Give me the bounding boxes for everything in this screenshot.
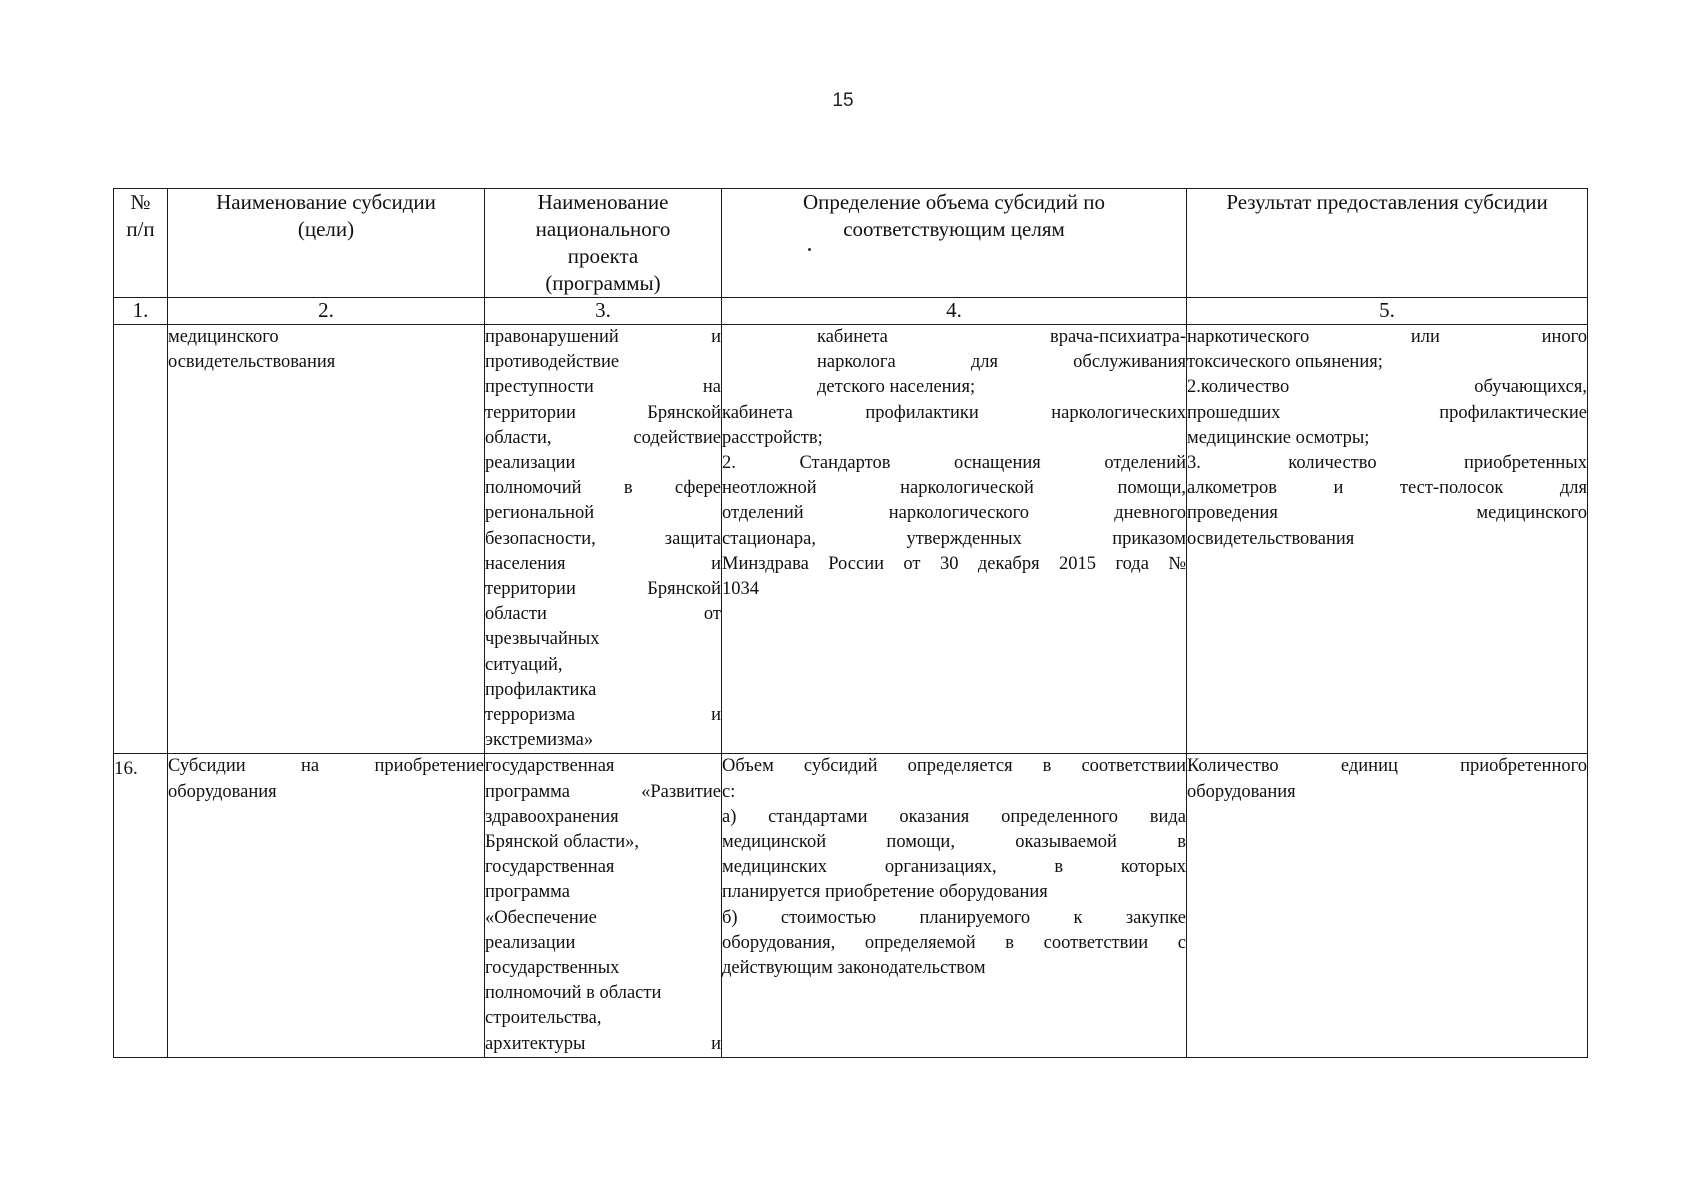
volume-cell <box>722 754 1187 1057</box>
text-line: реализации <box>485 453 576 474</box>
column-number: 3. <box>485 298 722 325</box>
text-line: детского населения; <box>817 377 976 398</box>
table-row <box>114 325 1588 754</box>
text-line: прошедших профилактические <box>1187 402 1587 423</box>
column-number: 4. <box>722 298 1187 325</box>
header-line: Определение объема субсидий по <box>802 190 1106 214</box>
result-cell <box>1187 754 1588 1057</box>
text-line: ситуаций, <box>485 654 563 675</box>
column-number: 2. <box>168 298 485 325</box>
header-line: Наименование субсидии <box>216 190 436 214</box>
column-number-row <box>114 298 1588 325</box>
header-result <box>1187 189 1588 298</box>
text-line: безопасности, защита <box>485 528 721 549</box>
table-row <box>114 754 1588 1057</box>
text-line: медицинской помощи, оказываемой в <box>722 832 1186 853</box>
text-line: терроризма и <box>485 705 721 726</box>
text-line: полномочий в области <box>485 983 662 1004</box>
column-number: 1. <box>114 298 168 325</box>
text-line: алкометров и тест-полосок для <box>1187 478 1587 499</box>
header-line: Наименование <box>537 190 669 214</box>
text-line: региональной <box>485 503 595 524</box>
header-line: (цели) <box>297 217 355 241</box>
text-line: профилактика <box>485 679 597 700</box>
text-line: нарколога для обслуживания <box>817 352 1186 373</box>
text-line: стационара, утвержденных приказом <box>722 528 1186 549</box>
text-line: 2.количество обучающихся, <box>1187 377 1587 398</box>
text-line: области, содействие <box>485 427 721 448</box>
row-number <box>114 325 168 754</box>
text-line: государственных <box>485 958 620 979</box>
text-line: токсического опьянения; <box>1187 352 1383 373</box>
header-subsidy-name <box>168 189 485 298</box>
text-line: Объем субсидий определяется в соответствии <box>722 756 1186 777</box>
text-line: Субсидии на приобретение <box>168 756 484 777</box>
text-line: преступности на <box>485 377 721 398</box>
text-line: экстремизма» <box>485 730 594 751</box>
text-line: медицинские осмотры; <box>1187 427 1370 448</box>
text-line: планируется приобретение оборудования <box>722 882 1048 903</box>
text-line: 3. количество приобретенных <box>1187 453 1587 474</box>
text-line: Брянской области», <box>485 832 640 853</box>
text-line: оборудования <box>168 781 277 802</box>
text-line: медицинского <box>168 327 279 347</box>
text-line: полномочий в сфере <box>485 478 721 499</box>
text-line: программа «Развитие <box>485 781 721 802</box>
text-line: государственная <box>485 756 615 777</box>
text-line: населения и <box>485 553 721 574</box>
text-line: «Обеспечение <box>485 907 597 928</box>
page-number: 15 <box>832 90 854 111</box>
subsidy-table <box>113 188 1588 1058</box>
subsidy-name-cell <box>168 754 485 1057</box>
text-line: реализации <box>485 932 576 953</box>
text-line: неотложной наркологической помощи, <box>722 478 1186 499</box>
text-line: программа <box>485 882 570 903</box>
text-line: наркотического или иного <box>1187 327 1587 347</box>
result-cell <box>1187 325 1588 754</box>
text-line: противодействие <box>485 352 620 373</box>
project-cell <box>485 325 722 754</box>
text-line: государственная <box>485 857 615 878</box>
text-line: оборудования <box>1187 781 1296 802</box>
header-line: Результат предоставления субсидии <box>1226 190 1548 214</box>
header-num <box>114 189 168 298</box>
header-line: соответствующим целям <box>843 217 1065 241</box>
volume-cell <box>722 325 1187 754</box>
text-line: территории Брянской <box>485 579 721 600</box>
header-line: (программы) <box>545 271 661 295</box>
text-line: освидетельствования <box>1187 528 1355 549</box>
subsidy-name-cell <box>168 325 485 754</box>
text-line: б) стоимостью планируемого к закупке <box>722 907 1186 928</box>
header-volume <box>722 189 1187 298</box>
header-line: № <box>130 190 151 214</box>
text-line: области от <box>485 604 721 625</box>
header-line: п/п <box>126 217 155 241</box>
text-line: а) стандартами оказания определенного вида <box>722 806 1186 827</box>
text-line: здравоохранения <box>485 806 619 827</box>
text-line: медицинских организациях, в которых <box>722 857 1186 878</box>
text-line: проведения медицинского <box>1187 503 1587 524</box>
header-line: национального <box>535 217 671 241</box>
project-cell <box>485 754 722 1057</box>
text-line: Количество единиц приобретенного <box>1187 756 1587 777</box>
text-line: действующим законодательством <box>722 958 986 979</box>
text-line: чрезвычайных <box>485 629 600 650</box>
header-row <box>114 189 1588 298</box>
text-line: 2. Стандартов оснащения отделений <box>722 453 1186 474</box>
text-line: оборудования, определяемой в соответствии с <box>722 932 1186 953</box>
text-line: кабинета профилактики наркологических <box>722 402 1186 423</box>
column-number: 5. <box>1187 298 1588 325</box>
row-number: 16. <box>114 754 168 1057</box>
text-line: территории Брянской <box>485 402 721 423</box>
text-line: строительства, <box>485 1008 602 1029</box>
text-line: освидетельствования <box>168 352 336 373</box>
text-line: отделений наркологического дневного <box>722 503 1186 524</box>
text-line: правонарушений и <box>485 327 721 347</box>
text-line: Минздрава России от 30 декабря 2015 года № <box>722 553 1186 574</box>
text-line: расстройств; <box>722 427 823 448</box>
text-line: архитектуры и <box>485 1033 721 1054</box>
header-project <box>485 189 722 298</box>
text-line: 1034 <box>722 579 759 600</box>
text-line: кабинета врача-психиатра- <box>817 327 1186 347</box>
text-line: с: <box>722 781 736 802</box>
header-line: проекта <box>567 244 639 268</box>
